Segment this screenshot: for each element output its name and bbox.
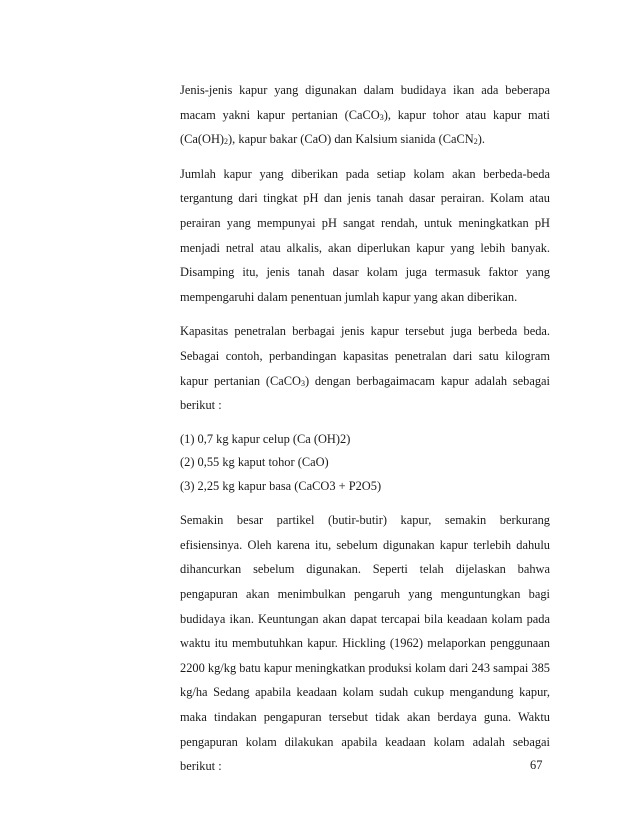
subscript: 3 bbox=[379, 112, 384, 122]
paragraph-lime-types bbox=[180, 78, 550, 152]
list-item: (1) 0,7 kg kapur celup (Ca (OH)2) bbox=[180, 431, 351, 446]
paragraph-text: ) dengan berbagaimacam kapur adalah sebagai berikut : bbox=[180, 373, 550, 413]
paragraph-text: ), kapur bakar (CaO) dan Kalsium sianida (CaCN bbox=[228, 132, 474, 147]
subscript: 2 bbox=[224, 137, 229, 147]
paragraph-lime-amount: Jumlah kapur yang diberikan pada setiap kolam akan berbeda-beda tergantung dari tingkat pH dan jenis tanah dasar perairan. Kolam atau perairan yang mempunyai pH sangat rendah, untuk meningkatkan pH menjadi netral atau alkalis, akan diperlukan kapur yang lebih banyak. Disamping itu, jenis tanah dasar kolam juga termasuk faktor yang mempengaruhi dalam penentuan jumlah kapur yang akan diberikan. bbox=[180, 166, 550, 304]
lime-comparison-list bbox=[180, 428, 550, 499]
paragraph-neutralizing-capacity bbox=[180, 319, 550, 417]
list-item: (3) 2,25 kg kapur basa (CaCO3 + P2O5) bbox=[180, 478, 382, 493]
paragraph-text: ). bbox=[477, 132, 485, 147]
page-number: 67 bbox=[530, 758, 543, 772]
document-body bbox=[180, 78, 550, 789]
paragraph-text: ), kapur tohor atau kapur mati (Ca(OH) bbox=[180, 107, 550, 147]
subscript: 2 bbox=[473, 137, 478, 147]
paragraph-text: Kapasitas penetralan berbagai jenis kapur tersebut juga berbeda beda. Sebagai contoh, perbandingan kapasitas penetralan dari satu kilogram kapur pertanian (CaCO bbox=[180, 324, 550, 388]
paragraph-particle-size: Semakin besar partikel (butir-butir) kapur, semakin berkurang efisiensinya. Oleh karena itu, sebelum digunakan kapur terlebih dahulu dihancurkan sebelum digunakan. Seperti telah dijelaskan bahwa pengapuran akan menimbulkan pengaruh yang menguntungkan bagi budidaya ikan. Keuntungan akan dapat tercapai bila keadaan kolam pada waktu itu membutuhkan kapur. Hickling (1962) melaporkan penggunaan 2200 kg/kg batu kapur meningkatkan produksi kolam dari 243 sampai 385 kg/ha Sedang apabila keadaan kolam sudah cukup mengandung kapur, maka tindakan pengapuran tersebut tidak akan berdaya guna. Waktu pengapuran kolam dilakukan apabila keadaan kolam adalah sebagai berikut : bbox=[180, 513, 550, 774]
subscript: 3 bbox=[301, 378, 305, 388]
paragraph-text: Jenis-jenis kapur yang digunakan dalam budidaya ikan ada beberapa macam yakni kapur pertanian (CaCO bbox=[180, 83, 550, 122]
list-item: (2) 0,55 kg kaput tohor (CaO) bbox=[180, 455, 329, 470]
